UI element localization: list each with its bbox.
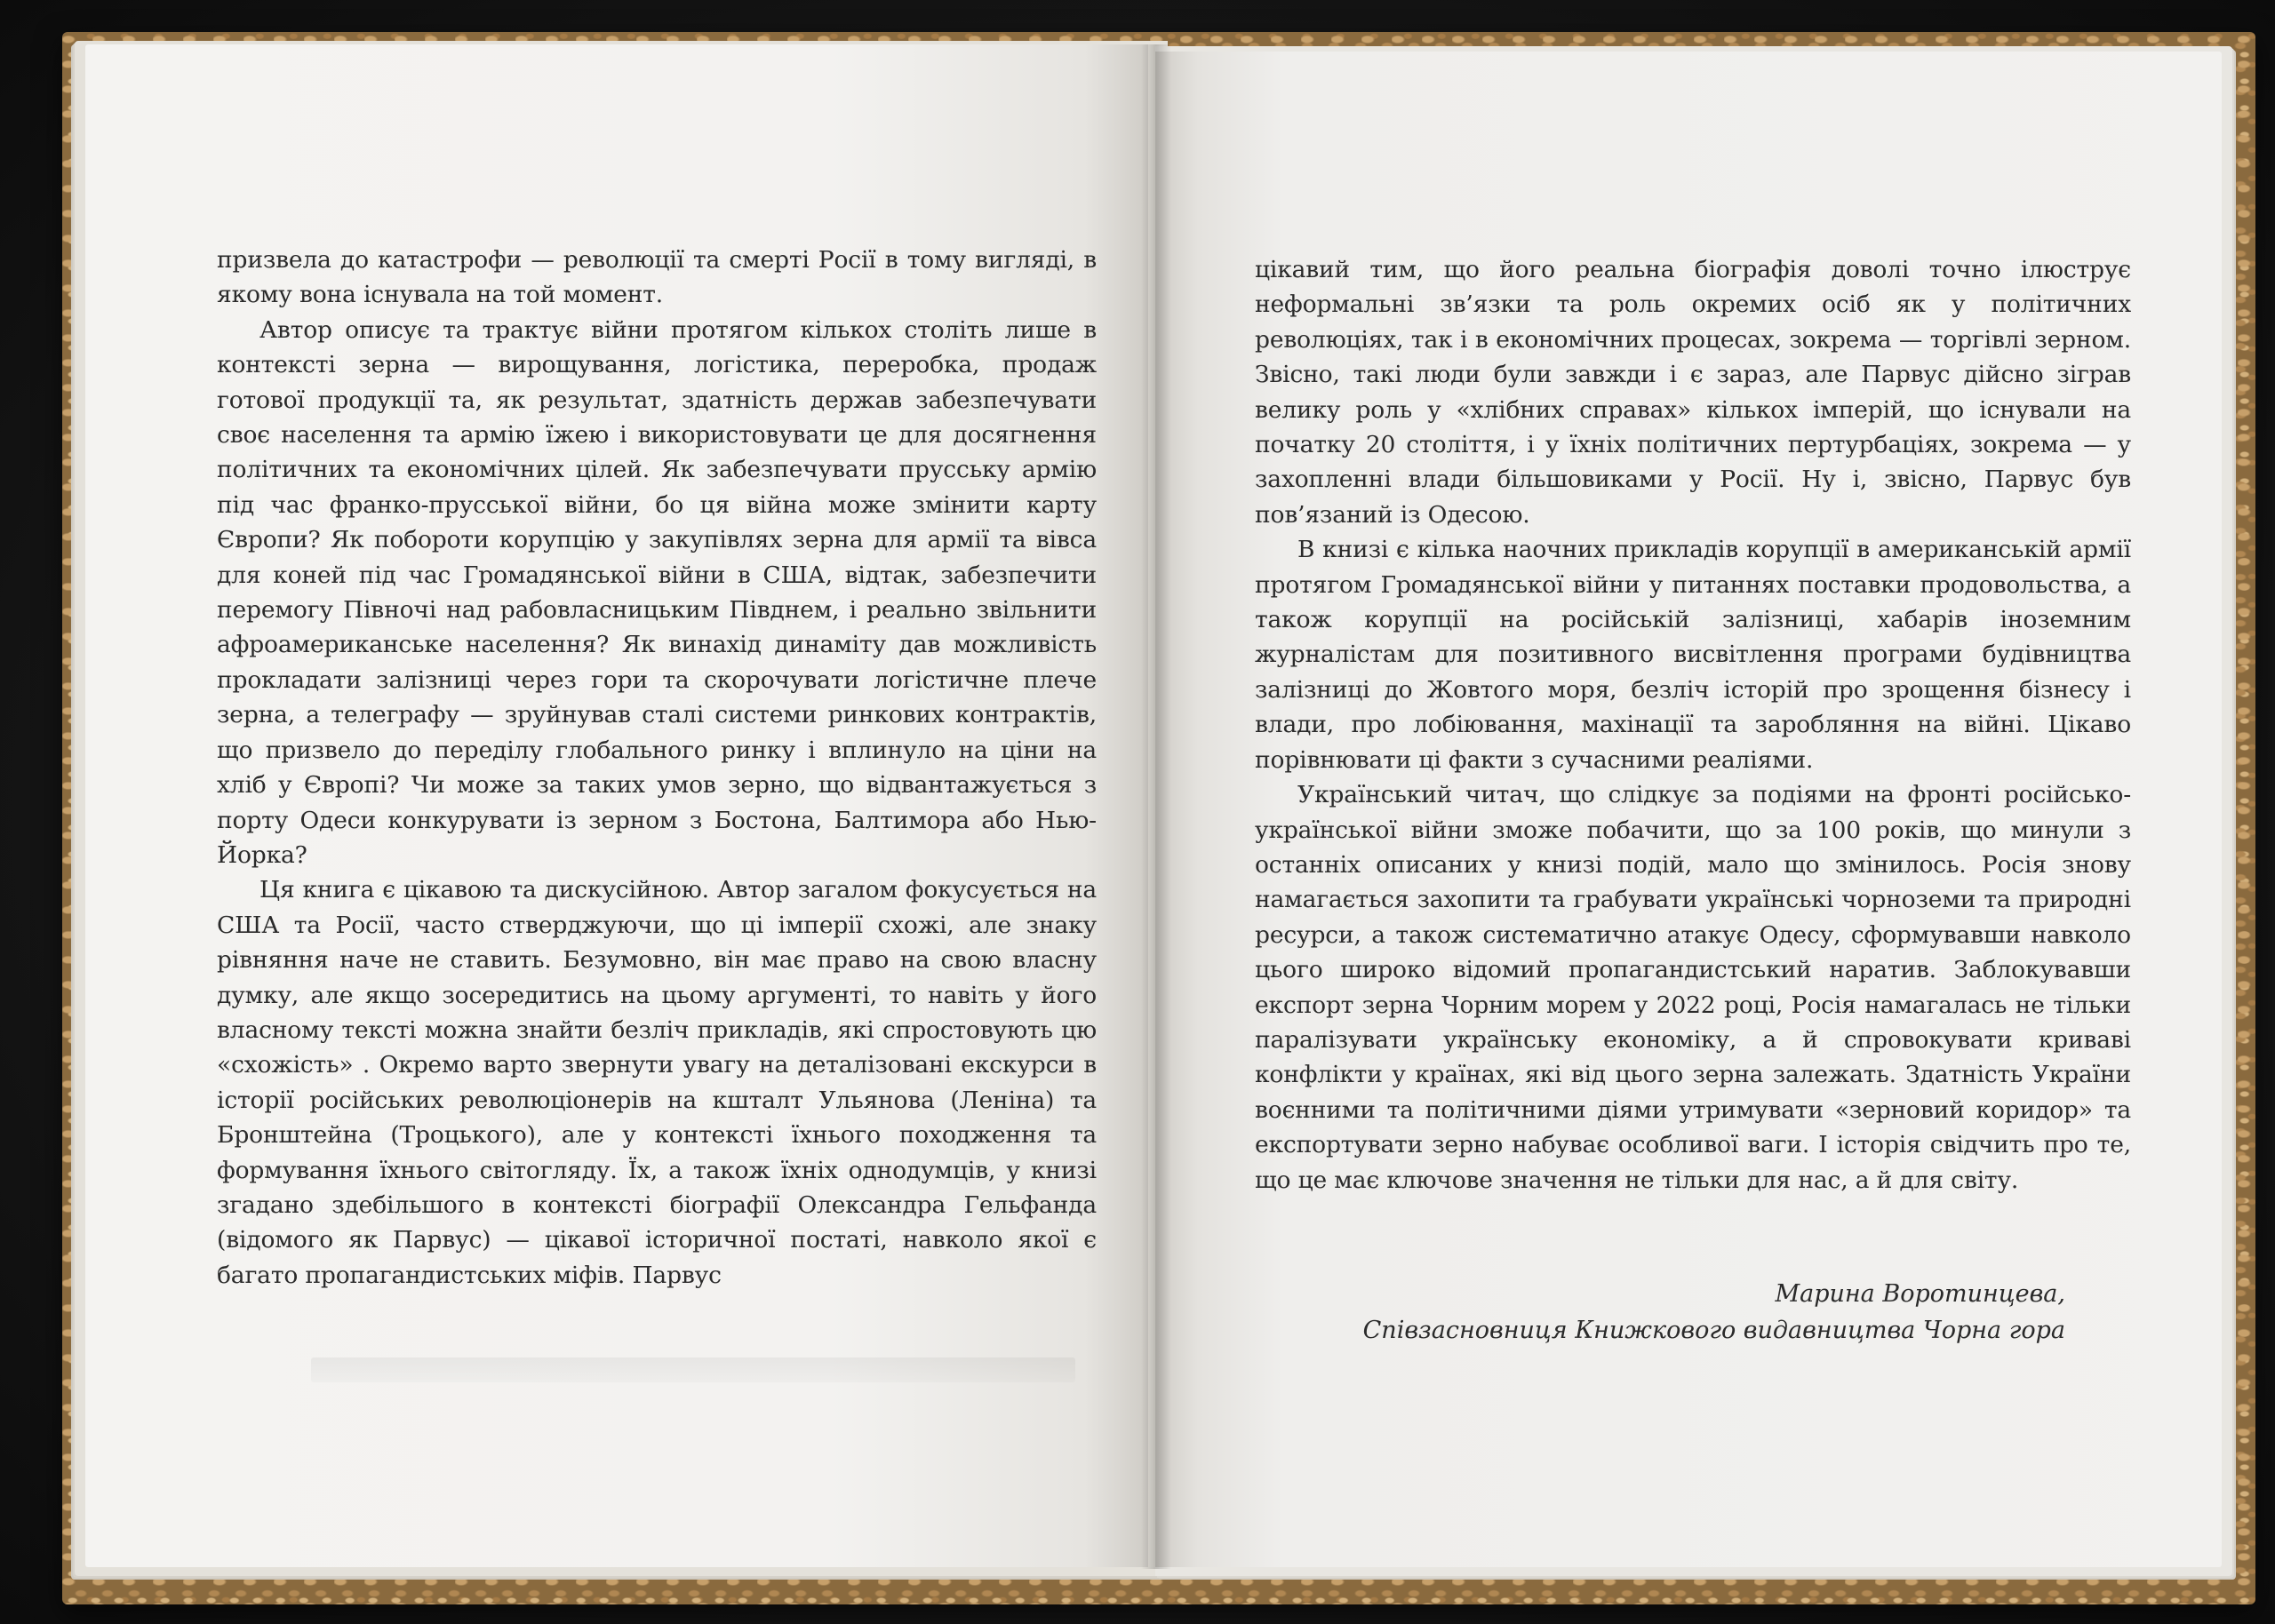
- right-page-text: [1255, 252, 2131, 1198]
- left-paragraph-1: призвела до катастрофи — революції та смерті Росії в тому вигляді, в якому вона існувала на той момент.: [217, 246, 1097, 309]
- signature-block: [1255, 1276, 2065, 1349]
- left-paragraph-2: Автор описує та трактує війни протягом кількох століть лише в контексті зерна — вирощування, логістика, переробка, продаж готової продукції та, як результат, здатність держав забезпечувати своє населення та армію їжею і використовувати це для досягнення політичних та економічних цілей. Як забезпечувати прусську армію під час франко-прусської війни, бо ця війна може змінити карту Європи? Як побороти корупцію у закупівлях зерна для армії та вівса для коней під час Громадянської війни в США, відтак, забезпечити перемогу Півночі над рабовласницьким Півднем, і реально звільнити афроамериканське населення? Як винахід динаміту дав можливість прокладати залізниці через гори та скорочувати логістичне плече зерна, а телеграфу — зруйнував сталі системи ринкових контрактів, що призвело до переділу глобального ринку і вплинуло на ціни на хліб у Європі? Чи може за таких умов зерно, що відвантажується з порту Одеси конкурувати із зерном з Бостона, Балтимора або Нью-Йорка?: [217, 315, 1097, 869]
- right-paragraph-1: цікавий тим, що його реальна біографія доволі точно ілюструє неформальні зв’язки та роль окремих осіб як у політичних революціях, так і в економічних процесах, зокрема — торгівлі зерном. Звісно, такі люди були завжди і є зараз, але Парвус дійсно зіграв велику роль у «хлібних справах» кількох імперій, що існували на початку 20 століття, і у їхніх політичних пертурбаціях, зокрема — у захопленні влади більшовиками у Росії. Ну і, звісно, Парвус був пов’язаний із Одесою.: [1255, 256, 2131, 529]
- signature-name: Марина Воротинцева,: [1775, 1280, 2065, 1308]
- signature-role: Співзасновниця Книжкового видавництва Чорна гора: [1362, 1317, 2065, 1344]
- right-paragraph-3: Український читач, що слідкує за подіями на фронті російсько-української війни зможе побачити, що за 100 років, що минули з останніх описаних у книзі подій, мало що змінилось. Росія знову намагається захопити та грабувати українські чорноземи та природні ресурси, а також систематично атакує Одесу, сформувавши навколо цього широко відомий пропагандистський наратив. Заблокувавши експорт зерна Чорним морем у 2022 році, Росія намагалась не тільки паралізувати українську економіку, а й спровокувати криваві конфлікти у країнах, які від цього зерна залежать. Здатність України воєнними та політичними діями утримувати «зерновий коридор» та експортувати зерно набуває особливої ваги. І історія свідчить про те, що це має ключове значення не тільки для нас, а й для світу.: [1255, 781, 2131, 1194]
- right-paragraph-2: В книзі є кілька наочних прикладів корупції в американській армії протягом Громадянської війни у питаннях поставки продовольства, а також корупції на російській залізниці, хабарів іноземним журналістам для позитивного висвітлення програми будівництва залізниці до Жовтого моря, безліч історій про зрощення бізнесу і влади, про лобіювання, махінації та заробляння на війні. Цікаво порівнювати ці факти з сучасними реаліями.: [1255, 536, 2131, 774]
- book-gutter: [1141, 44, 1171, 1569]
- left-paragraph-3: Ця книга є цікавою та дискусійною. Автор загалом фокусується на США та Росії, часто стверджуючи, що ці імперії схожі, але знаку рівняння наче не ставить. Безумовно, він має право на свою власну думку, але якщо зосередитись на цьому аргументі, то навіть у його власному тексті можна знайти безліч прикладів, які спростовують цю «схожість» . Окремо варто звернути увагу на деталізовані екскурси в історії російських революціонерів на кшталт Ульянова (Леніна) та Бронштейна (Троцького), але у контексті їхнього походження та формування їхнього світогляду. Їх, а також їхніх однодумців, у книзі згадано здебільшого в контексті біографії Олександра Гельфанда (відомого як Парвус) — цікавої історичної постаті, навколо якої є багато пропагандистських міфів. Парвус: [217, 876, 1097, 1289]
- left-page-text: [217, 243, 1097, 1293]
- show-through-text: [311, 1357, 1075, 1382]
